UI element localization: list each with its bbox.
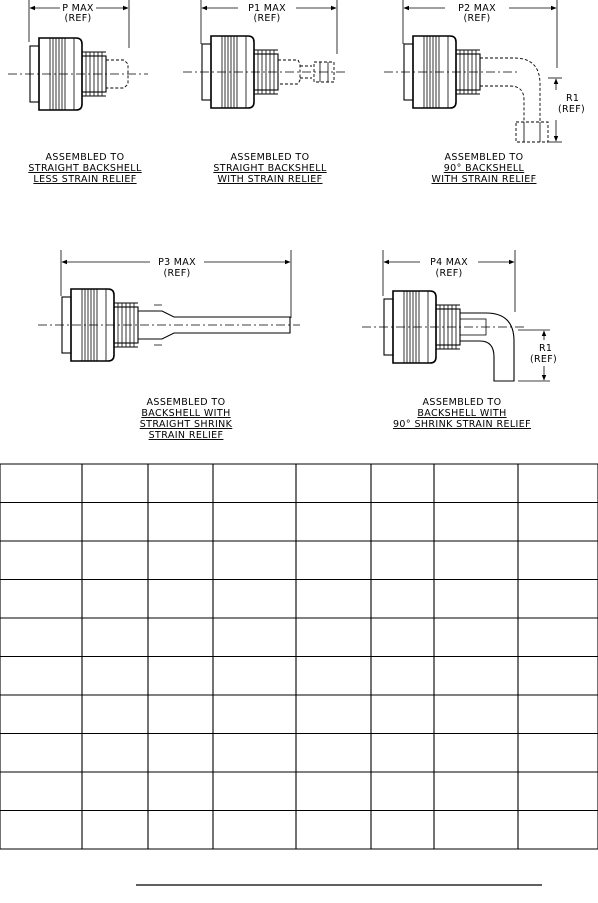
dimension-label-p4: P4 MAX xyxy=(430,257,468,268)
dimension-label-p1: P1 MAX xyxy=(248,3,286,14)
dimension-label-p2: P2 MAX xyxy=(458,3,496,14)
svg-text:WITH STRAIN RELIEF: WITH STRAIN RELIEF xyxy=(431,174,537,185)
svg-text:ASSEMBLED TO: ASSEMBLED TO xyxy=(422,397,502,408)
side-dimension-ref-b: (REF) xyxy=(530,354,557,365)
dimension-ref-p3: (REF) xyxy=(163,268,191,279)
caption-line-3: LESS STRAIN RELIEF xyxy=(33,174,137,185)
dimension-label-p: P MAX xyxy=(62,3,94,14)
svg-text:STRAIGHT BACKSHELL: STRAIGHT BACKSHELL xyxy=(213,163,327,174)
side-dimension-r1-b: R1 xyxy=(539,343,553,354)
svg-text:90° SHRINK STRAIN RELIEF: 90° SHRINK STRAIN RELIEF xyxy=(392,419,532,430)
dimension-label-p3: P3 MAX xyxy=(158,257,196,268)
caption-line-2: STRAIGHT BACKSHELL xyxy=(28,163,142,174)
dimension-ref-p: (REF) xyxy=(64,13,92,24)
svg-text:BACKSHELL WITH: BACKSHELL WITH xyxy=(141,408,231,419)
side-dimension-ref-a: (REF) xyxy=(558,104,585,115)
dimension-ref-p2: (REF) xyxy=(463,13,491,24)
svg-text:BACKSHELL WITH: BACKSHELL WITH xyxy=(417,408,507,419)
svg-text:STRAIGHT SHRINK: STRAIGHT SHRINK xyxy=(139,419,233,430)
svg-text:ASSEMBLED TO: ASSEMBLED TO xyxy=(146,397,226,408)
figure-90-shrink-relief xyxy=(362,250,557,430)
dimension-ref-p1: (REF) xyxy=(253,13,281,24)
svg-text:WITH STRAIN RELIEF: WITH STRAIN RELIEF xyxy=(217,174,323,185)
svg-text:ASSEMBLED TO: ASSEMBLED TO xyxy=(444,152,524,163)
svg-text:ASSEMBLED TO: ASSEMBLED TO xyxy=(230,152,310,163)
dimension-ref-p4: (REF) xyxy=(435,268,463,279)
caption-line-1: ASSEMBLED TO xyxy=(45,152,125,163)
svg-text:90° BACKSHELL: 90° BACKSHELL xyxy=(443,163,525,174)
figure-straight-backshell-less-relief xyxy=(8,0,148,185)
figure-straight-shrink-relief xyxy=(38,250,300,441)
dimension-table xyxy=(0,464,598,849)
figure-straight-backshell-with-relief xyxy=(183,0,345,185)
svg-text:STRAIN RELIEF: STRAIN RELIEF xyxy=(148,430,224,441)
side-dimension-r1-a: R1 xyxy=(566,93,580,104)
figure-90-backshell-with-relief xyxy=(384,0,585,185)
